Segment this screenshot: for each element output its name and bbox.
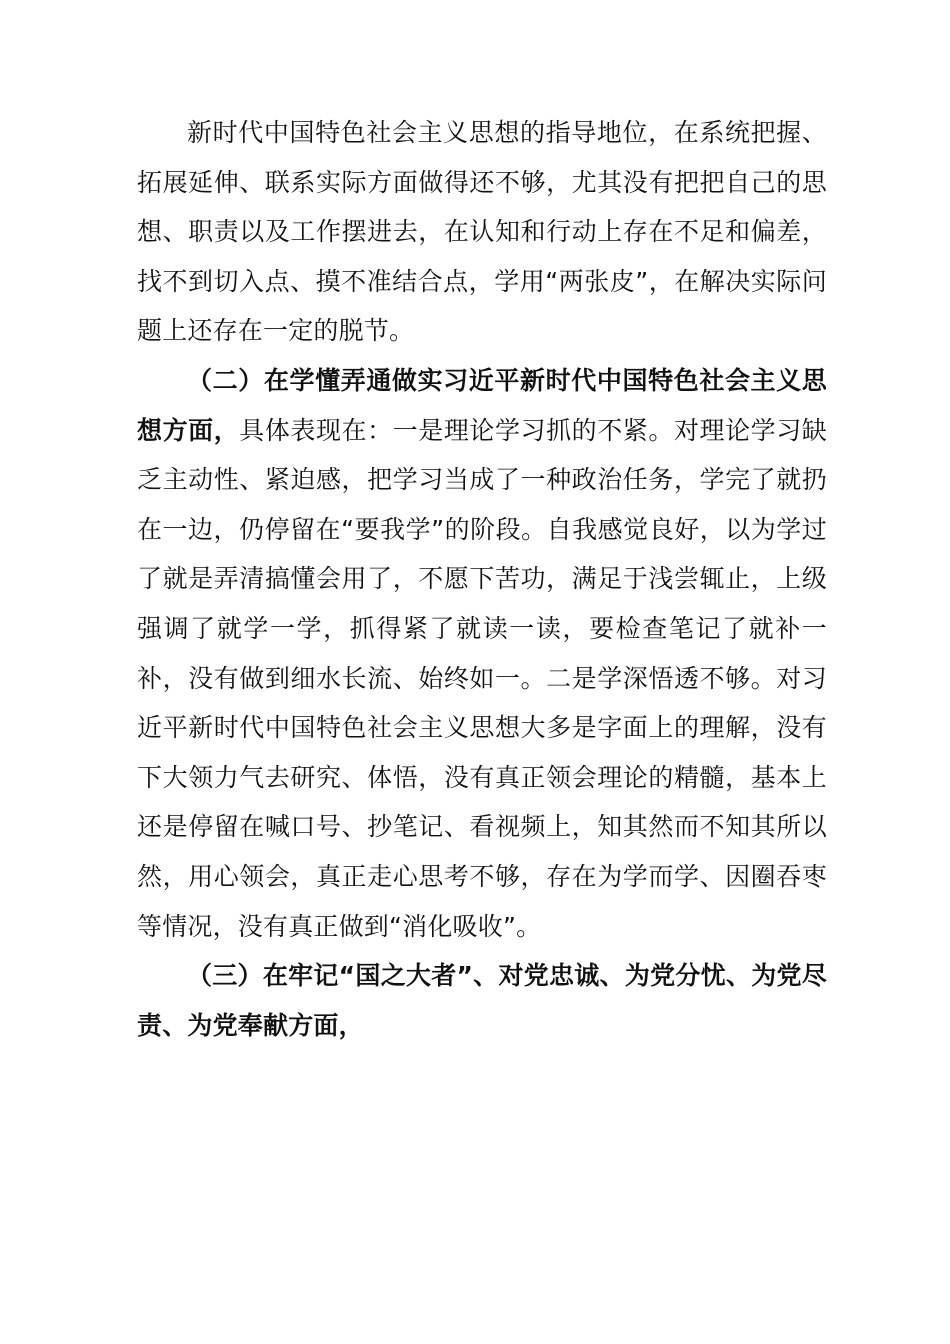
paragraph-3 [137, 951, 827, 1050]
paragraph-1-text: 新时代中国特色社会主义思想的指导地位，在系统把握、拓展延伸、联系实际方面做得还不够，尤其没有把把自己的思想、职责以及工作摆进去，在认知和行动上存在不足和偏差，找不到切入点、摸不准结合点，学用“两张皮”，在解决实际问题上还存在一定的脱节。 [137, 118, 827, 346]
paragraph-2-heading: （二）在学懂弄通做实习近平新时代中国特色社会主义思想方面， [137, 365, 827, 445]
paragraph-2-text: 具体表现在：一是理论学习抓的不紧。对理论学习缺乏主动性、紧迫感，把学习当成了一种政治任务，学完了就扔在一边，仍停留在“要我学”的阶段。自我感觉良好，以为学过了就是弄清搞懂会用了，不愿下苦功，满足于浅尝辄止，上级强调了就学一学，抓得紧了就读一读，要检查笔记了就补一补，没有做到细水长流、始终如一。二是学深悟透不够。对习近平新时代中国特色社会主义思想大多是字面上的理解，没有下大领力气去研究、体悟，没有真正领会理论的精髓，基本上还是停留在喊口号、抄笔记、看视频上，知其然而不知其所以然，用心领会，真正走心思考不够，存在为学而学、因圈吞枣等情况，没有真正做到“消化吸收”。 [137, 415, 827, 941]
paragraph-1 [137, 108, 827, 356]
paragraph-2 [137, 356, 827, 951]
paragraph-3-heading: （三）在牢记“国之大者”、对党忠诚、为党分忧、为党尽责、为党奉献方面， [137, 961, 827, 1040]
document-body [137, 108, 827, 1050]
